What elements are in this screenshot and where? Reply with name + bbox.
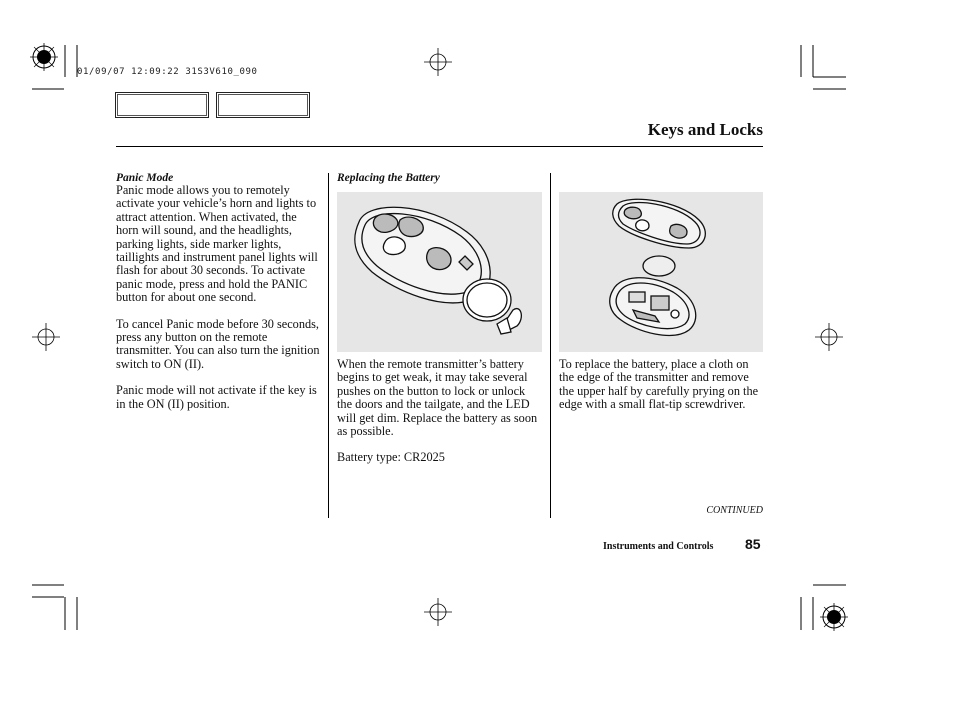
- print-stamp: 01/09/07 12:09:22 31S3V610_090: [77, 67, 258, 77]
- registration-target-bottom-right: [820, 603, 848, 631]
- transmitter-open-illustration: [559, 192, 763, 352]
- remote-open-drawing: [559, 192, 763, 352]
- panic-mode-paragraph-3: Panic mode will not activate if the key is in the ON (II) position.: [116, 383, 317, 411]
- replacing-battery-section: [337, 358, 542, 465]
- panic-mode-heading: Panic Mode: [116, 172, 174, 184]
- continued-label: CONTINUED: [706, 505, 763, 516]
- page-title: Keys and Locks: [647, 120, 763, 139]
- panic-mode-paragraph-1: Panic mode allows you to remotely activate your vehicle’s horn and lights to attract attention. When activated, the horn will sound, and the headlights, parking lights, side marker lights, taillights and instrument panel lights will flash for about 30 seconds. To activate panic mode, press and hold the PANIC button for about one second.: [116, 183, 318, 305]
- open-transmitter-section: [559, 358, 763, 412]
- footer-section-name: Instruments and Controls: [603, 541, 714, 552]
- column-divider-1: [328, 173, 329, 518]
- transmitter-battery-illustration: [337, 192, 542, 352]
- panic-mode-section: [116, 172, 321, 411]
- open-transmitter-paragraph: To replace the battery, place a cloth on the edge of the transmitter and remove the upper half by carefully prying on the edge with a small flat-tip screwdriver.: [559, 357, 759, 412]
- section-tab-1: [115, 92, 209, 118]
- replacing-battery-heading: Replacing the Battery: [337, 172, 440, 184]
- column-divider-2: [550, 173, 551, 518]
- header-rule: [116, 146, 763, 147]
- battery-paragraph-1: When the remote transmitter’s battery begins to get weak, it may take several pushes on the button to lock or unlock the doors and the tailgate, and the LED will get dim. Replace the battery as soon as possible.: [337, 357, 538, 439]
- section-tab-2: [216, 92, 310, 118]
- remote-battery-drawing: [337, 192, 542, 352]
- registration-target-top-left: [30, 43, 58, 71]
- replacing-battery-heading-wrap: [337, 172, 542, 184]
- battery-type: Battery type: CR2025: [337, 450, 445, 465]
- panic-mode-paragraph-2: To cancel Panic mode before 30 seconds, press any button on the remote transmitter. You can also turn the ignition switch to ON (II).: [116, 316, 320, 371]
- page-number: 85: [745, 536, 761, 552]
